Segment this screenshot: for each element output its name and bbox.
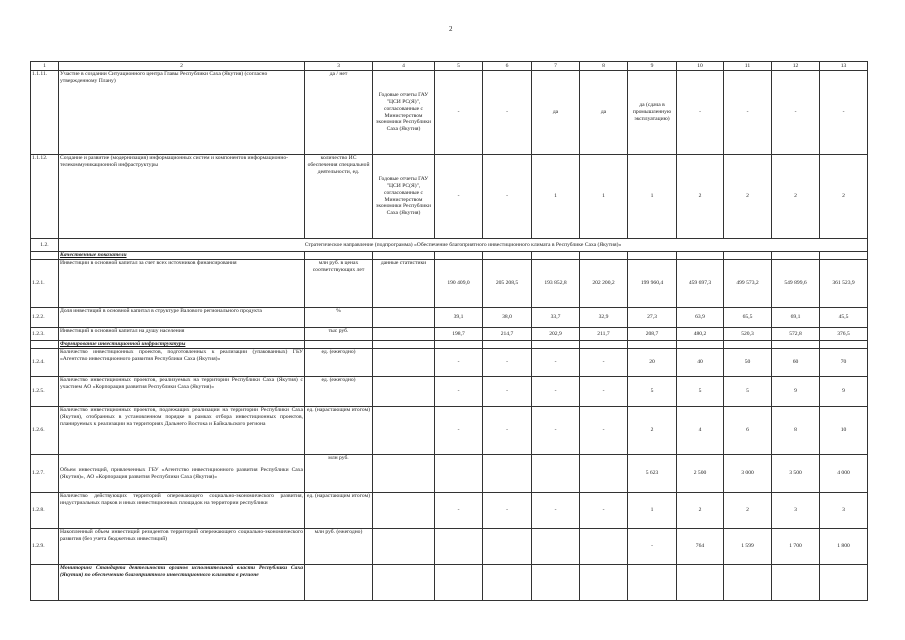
value-cell: 27,3 — [628, 308, 677, 328]
value-cell: 2 — [677, 155, 724, 239]
header-cell: 12 — [772, 62, 820, 71]
value-cell: 3 500 — [772, 455, 820, 493]
value-cell: 198,7 — [435, 328, 483, 341]
header-cell: 2 — [59, 62, 305, 71]
value-cell: 1 599 — [724, 529, 772, 565]
value-cell: 572,8 — [772, 328, 820, 341]
header-cell: 5 — [435, 62, 483, 71]
value-cell: 20 — [628, 349, 677, 377]
value-cell: - — [483, 407, 532, 455]
row-number: 1.2.5. — [31, 377, 59, 407]
value-cell: 50 — [724, 349, 772, 377]
value-cell — [580, 455, 628, 493]
row-number: 1.2.8. — [31, 493, 59, 529]
value-cell: - — [483, 377, 532, 407]
value-cell: - — [435, 155, 483, 239]
value-cell: 38,0 — [483, 308, 532, 328]
value-cell: - — [677, 71, 724, 155]
value-cell: 549 899,6 — [772, 260, 820, 308]
source-cell — [373, 407, 435, 455]
row-number: 1.2.7. — [31, 455, 59, 493]
header-cell: 13 — [820, 62, 868, 71]
table-row — [31, 239, 868, 252]
value-cell: - — [772, 71, 820, 155]
value-cell: 5 — [724, 377, 772, 407]
source-cell — [373, 455, 435, 493]
value-cell: 193 852,8 — [532, 260, 580, 308]
value-cell: да (сдача в промышленную эксплуатацию) — [628, 71, 677, 155]
value-cell: 2 — [772, 155, 820, 239]
unit-cell: ед. (нарастающим итогом) — [305, 493, 373, 529]
row-number: 1.1.11. — [31, 71, 59, 155]
table-row — [31, 308, 868, 328]
value-cell: 65,5 — [724, 308, 772, 328]
value-cell: 520,3 — [724, 328, 772, 341]
value-cell: 376,5 — [820, 328, 868, 341]
value-cell: 33,7 — [532, 308, 580, 328]
value-cell: - — [532, 407, 580, 455]
value-cell: - — [435, 349, 483, 377]
value-cell: 8 — [772, 407, 820, 455]
value-cell: - — [435, 493, 483, 529]
value-cell: 9 — [820, 377, 868, 407]
value-cell: - — [435, 377, 483, 407]
table-row — [31, 260, 868, 308]
value-cell: - — [435, 71, 483, 155]
unit-cell: да / нет — [305, 71, 373, 155]
source-cell: Годовые отчеты ГАУ "ЦСИ РС(Я)", согласованные с Министерством экономики Республики Саха (Якутия) — [373, 71, 435, 155]
value-cell: 1 — [628, 493, 677, 529]
value-cell: 45,5 — [820, 308, 868, 328]
source-cell — [373, 529, 435, 565]
table-row — [31, 328, 868, 341]
value-cell: 5 623 — [628, 455, 677, 493]
source-cell — [373, 308, 435, 328]
row-number: 1.1.12. — [31, 155, 59, 239]
value-cell: 1 — [580, 155, 628, 239]
value-cell: - — [483, 493, 532, 529]
value-cell: 39,1 — [435, 308, 483, 328]
value-cell: - — [724, 71, 772, 155]
indicator-name: Участие в создании Ситуационного центра Главы Республики Саха (Якутия) (согласно утвержденному Плану) — [59, 71, 305, 155]
value-cell: 4 000 — [820, 455, 868, 493]
value-cell: - — [483, 155, 532, 239]
header-cell: 3 — [305, 62, 373, 71]
table-row — [31, 455, 868, 493]
table-row — [31, 349, 868, 377]
value-cell: 764 — [677, 529, 724, 565]
value-cell: 459 697,3 — [677, 260, 724, 308]
table-row — [31, 493, 868, 529]
unit-cell: ед. (ежегодно) — [305, 349, 373, 377]
value-cell: - — [483, 71, 532, 155]
indicator-name: Количество инвестиционных проектов, подготовленных к реализации (упакованных) ГБУ «Агентство инвестиционного развития Республики Саха (Якутия)» — [59, 349, 305, 377]
value-cell: - — [820, 71, 868, 155]
value-cell: 190 409,0 — [435, 260, 483, 308]
row-number: 1.2.1. — [31, 260, 59, 308]
section-row — [31, 565, 868, 601]
value-cell: 1 — [628, 155, 677, 239]
header-cell: 8 — [580, 62, 628, 71]
section-title: Формирование инвестиционной инфраструктуры — [59, 341, 305, 349]
row-number: 1.2.3. — [31, 328, 59, 341]
value-cell: - — [580, 377, 628, 407]
value-cell: 208,7 — [628, 328, 677, 341]
value-cell: 2 — [724, 493, 772, 529]
indicator-name: Количество действующих территорий опережающего социально-экономического развития, индустриальных парков и иных инвестиционных площадок на территории республики — [59, 493, 305, 529]
subprogram-title: Стратегическое направление (подпрограмма) «Обеспечение благоприятного инвестиционного климата в Республике Саха (Якутия)» — [59, 239, 868, 252]
value-cell — [532, 455, 580, 493]
section-row — [31, 341, 868, 349]
value-cell: 3 — [820, 493, 868, 529]
value-cell — [435, 455, 483, 493]
value-cell: да — [532, 71, 580, 155]
value-cell: да — [580, 71, 628, 155]
value-cell: 5 — [628, 377, 677, 407]
header-cell: 7 — [532, 62, 580, 71]
value-cell: 2 — [820, 155, 868, 239]
header-cell: 10 — [677, 62, 724, 71]
value-cell: - — [580, 349, 628, 377]
header-cell: 4 — [373, 62, 435, 71]
value-cell: 480,2 — [677, 328, 724, 341]
value-cell: 32,9 — [580, 308, 628, 328]
value-cell: - — [532, 349, 580, 377]
value-cell: 4 — [677, 407, 724, 455]
indicator-name: Объем инвестиций, привлеченных ГБУ «Агентство инвестиционного развития Республики Саха (Якутия)», АО «Корпорация развития Республики Саха (Якутия)» — [59, 455, 305, 493]
header-cell: 1 — [31, 62, 59, 71]
value-cell: 1 — [532, 155, 580, 239]
value-cell — [483, 529, 532, 565]
value-cell: 1 800 — [820, 529, 868, 565]
value-cell: 214,7 — [483, 328, 532, 341]
value-cell — [532, 529, 580, 565]
value-cell: 3 — [772, 493, 820, 529]
page-number: 2 — [449, 25, 453, 33]
header-row — [31, 62, 868, 71]
value-cell: - — [532, 377, 580, 407]
row-number: 1.2.6. — [31, 407, 59, 455]
row-number: 1.2.4. — [31, 349, 59, 377]
row-number: 1.2.2. — [31, 308, 59, 328]
row-number: 1.2.9. — [31, 529, 59, 565]
value-cell: - — [483, 349, 532, 377]
unit-cell: тыс руб. — [305, 328, 373, 341]
unit-cell: % — [305, 308, 373, 328]
table-row — [31, 377, 868, 407]
value-cell: 2 — [628, 407, 677, 455]
value-cell: 40 — [677, 349, 724, 377]
value-cell: 2 500 — [677, 455, 724, 493]
value-cell: 5 — [677, 377, 724, 407]
value-cell: 199 960,4 — [628, 260, 677, 308]
header-cell: 9 — [628, 62, 677, 71]
value-cell: - — [580, 493, 628, 529]
source-cell — [373, 493, 435, 529]
header-cell: 11 — [724, 62, 772, 71]
indicators-table — [30, 61, 868, 601]
source-cell — [373, 328, 435, 341]
value-cell: 10 — [820, 407, 868, 455]
value-cell: - — [532, 493, 580, 529]
unit-cell: количество ИС обеспечения специальной деятельности, ед. — [305, 155, 373, 239]
value-cell: 60 — [772, 349, 820, 377]
value-cell: 205 208,5 — [483, 260, 532, 308]
section-title: Качественные показатели — [59, 252, 305, 260]
value-cell — [435, 529, 483, 565]
indicator-name: Инвестиций в основной капитал на душу населения — [59, 328, 305, 341]
section-title: Мониторинг Стандарта деятельности органов исполнительной власти Республики Саха (Якутия) по обеспечению благоприятного инвестиционного климата в регионе — [59, 565, 305, 601]
value-cell: 2 — [677, 493, 724, 529]
value-cell: 202 200,2 — [580, 260, 628, 308]
value-cell: 361 523,9 — [820, 260, 868, 308]
value-cell: 1 700 — [772, 529, 820, 565]
unit-cell: млн руб. (ежегодно) — [305, 529, 373, 565]
table-row — [31, 71, 868, 155]
value-cell — [580, 529, 628, 565]
table-row — [31, 407, 868, 455]
value-cell: 69,1 — [772, 308, 820, 328]
section-row — [31, 252, 868, 260]
row-number: 1.2. — [31, 239, 59, 252]
table-row — [31, 529, 868, 565]
indicator-name: Количество инвестиционных проектов, реализуемых на территории Республики Саха (Якутия) с участием АО «Корпорация развития Республики Саха (Якутия)» — [59, 377, 305, 407]
value-cell: 63,9 — [677, 308, 724, 328]
unit-cell: ед. (нарастающим итогом) — [305, 407, 373, 455]
value-cell: 2 — [724, 155, 772, 239]
value-cell: 70 — [820, 349, 868, 377]
indicator-name: Доля инвестиций в основной капитал в структуре Валового регионального продукта — [59, 308, 305, 328]
indicator-name: Создание и развитие (модернизация) информационных систем и компонентов информационно-телекоммуникационной инфраструктуры — [59, 155, 305, 239]
value-cell: 6 — [724, 407, 772, 455]
source-cell: Годовые отчеты ГАУ "ЦСИ РС(Я)", согласованные с Министерством экономики Республики Саха (Якутия) — [373, 155, 435, 239]
unit-cell: млн руб. — [305, 455, 373, 493]
value-cell: 211,7 — [580, 328, 628, 341]
value-cell: - — [628, 529, 677, 565]
indicator-name: Количество инвестиционных проектов, подлежащих реализации на территории Республики Саха (Якутия), отобранных в установленном порядке в рамках отбора инвестиционных проектов, планируемых к реализации на территориях Дальнего Востока и Байкальского региона — [59, 407, 305, 455]
value-cell — [483, 455, 532, 493]
source-cell — [373, 377, 435, 407]
unit-cell: ед. (ежегодно) — [305, 377, 373, 407]
value-cell: - — [435, 407, 483, 455]
value-cell: 499 573,2 — [724, 260, 772, 308]
source-cell: данные статистики — [373, 260, 435, 308]
indicator-name: Инвестиции в основной капитал за счет всех источников финансирования — [59, 260, 305, 308]
value-cell: 202,9 — [532, 328, 580, 341]
value-cell: 3 000 — [724, 455, 772, 493]
value-cell: 9 — [772, 377, 820, 407]
value-cell: - — [580, 407, 628, 455]
source-cell — [373, 349, 435, 377]
table-row — [31, 155, 868, 239]
header-cell: 6 — [483, 62, 532, 71]
indicator-name: Накопленный объем инвестиций резидентов территорий опережающего социально-экономического развития (без учета бюджетных инвестиций) — [59, 529, 305, 565]
unit-cell: млн руб. в ценах соответствующих лет — [305, 260, 373, 308]
